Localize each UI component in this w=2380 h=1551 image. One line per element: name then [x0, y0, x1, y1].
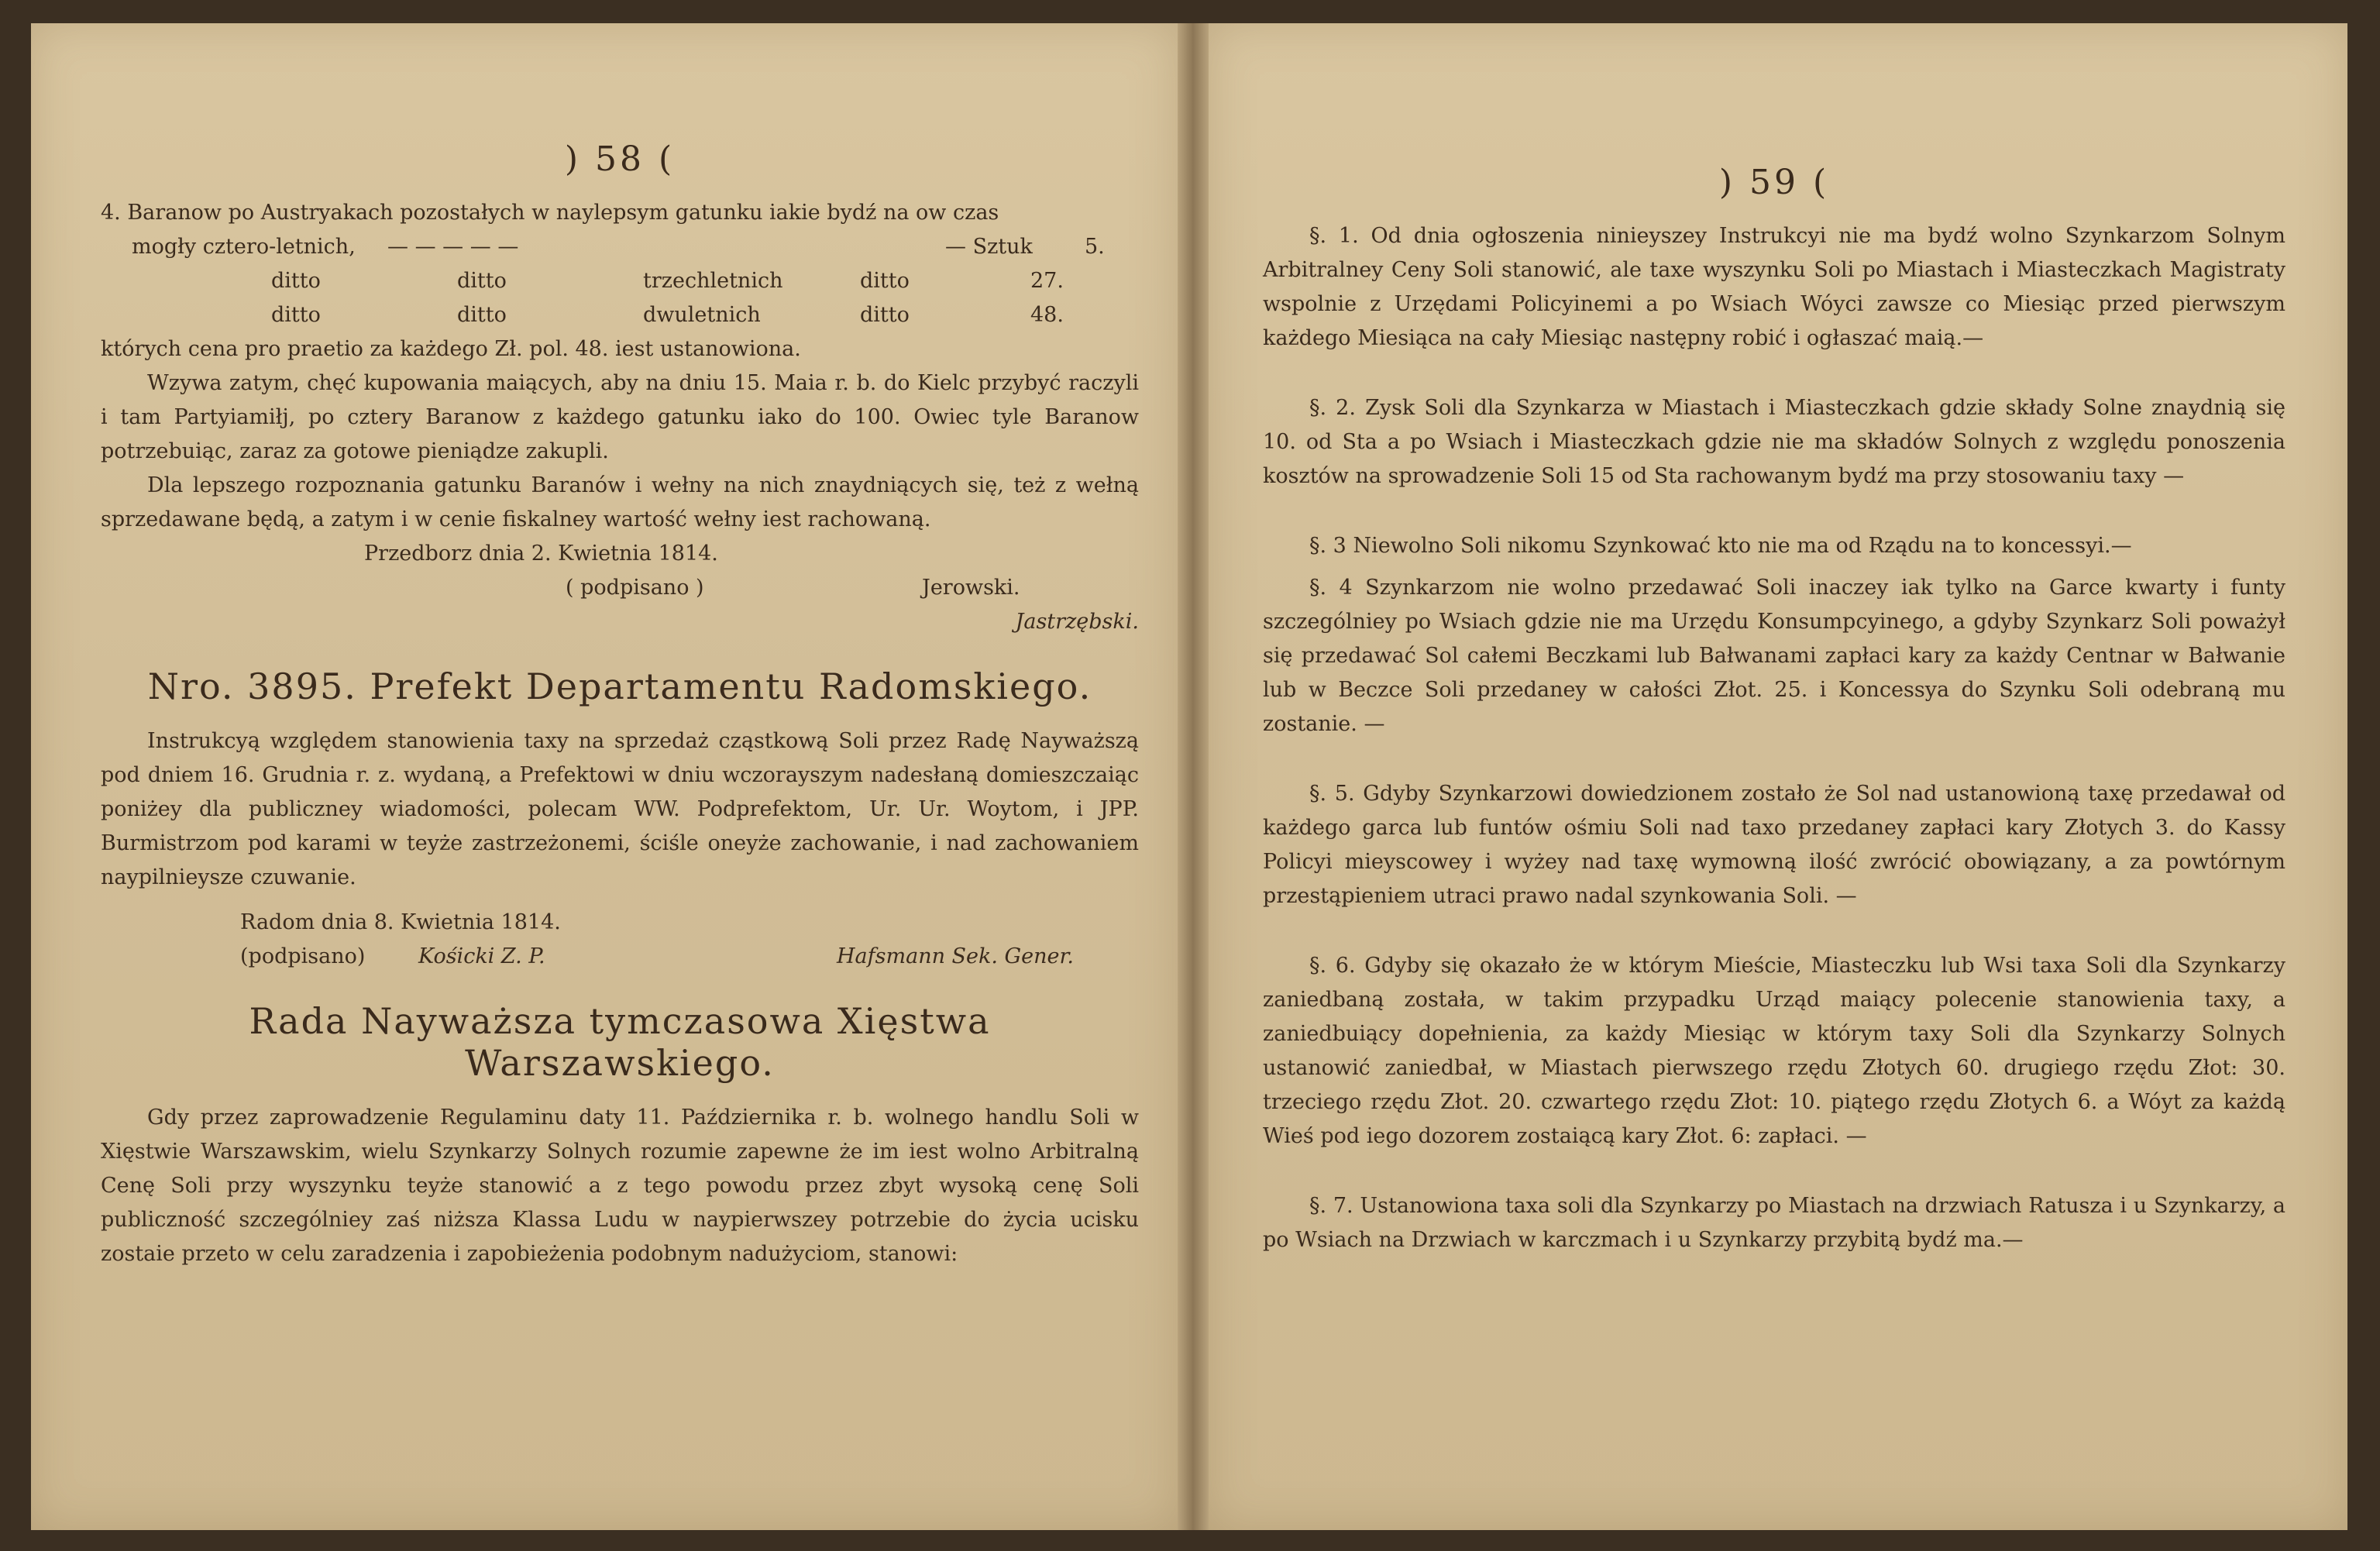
place-date-2: Radom dnia 8. Kwietnia 1814. — [240, 910, 561, 934]
item4-line1: 4. Baranow po Austryakach pozostałych w naylepsym gatunku iakie bydź na ow czas — [101, 201, 999, 225]
section-label: §. 7. — [1309, 1194, 1353, 1218]
rada-paragraph: Gdy przez zaprowadzenie Regulaminu daty 11. Października r. b. wolnego handlu Soli w Xięstwie Warszawskim, wielu Szynkarzy Solnych rozumie zapewne że im iest wolno Arbitralną Cenę Soli przy wyszynku teyże stanowić a z tego powodu przez zbyt wysoką cenę Soli publiczność szczególniey zaś niższa Klassa Ludu w naypierwszey potrzebie do życia ucisku zostaie przeto w celu zaradzenia i zapobieżenia podobnym nadużyciom, stanowi: — [101, 1106, 1139, 1266]
ditto-cell: ditto — [271, 269, 321, 293]
section-label: §. 4 — [1309, 576, 1353, 600]
ditto-row — [101, 298, 1139, 332]
heading-prefekt: Nro. 3895. Prefekt Departamentu Radomskiego. — [147, 665, 1092, 707]
ditto-cell: dwuletnich — [643, 303, 761, 327]
page-number-59: ) 59 ( — [1718, 163, 1830, 202]
section-label: §. 6. — [1309, 954, 1356, 978]
section-4 — [1263, 571, 2285, 741]
section-3 — [1263, 529, 2285, 563]
section-1 — [1263, 219, 2285, 356]
section-text: Zysk Soli dla Szynkarza w Miastach i Miasteczkach gdzie składy Solne znaydnią się 10. od Sta a po Wsiach i Miasteczkach gdzie nie ma składów Solnych z względu ponoszenia kosztów na sprowadzenie Soli 15 od Sta rachowanym bydź ma przy stosowaniu taxy — — [1263, 396, 2285, 488]
item4-label: mogły cztero-letnich, — [132, 235, 356, 259]
section-2 — [1263, 391, 2285, 494]
ditto-count: 48. — [1030, 303, 1064, 327]
section-label: §. 2. — [1309, 396, 1356, 420]
better-paragraph: Dla lepszego rozpoznania gatunku Baranów i wełny na nich znaydniących się, też z wełną sprzedawane będą, a zatym i w cenie fiskalney wartość wełny iest rachowaną. — [101, 473, 1139, 531]
section-text: Gdyby Szynkarzowi dowiedzionem zostało że Sol nad ustanowioną taxę przedawał od każdego garca lub funtów ośmiu Soli nad taxo przedaney zapłaci kary Złotych 3. do Kassy Policyi mieyscowey i wyżey nad taxę wymowną ilość zwrócić obowiązany, a za powtórnym przestąpieniem utraci prawo nadal szynkowania Soli. — — [1263, 782, 2285, 908]
item4-line2 — [101, 230, 1139, 264]
section-label: §. 5. — [1309, 782, 1355, 806]
section-text: Szynkarzom nie wolno przedawać Soli inaczey iak tylko na Garce kwarty i funty szczególniey po Wsiach gdzie nie ma Urzędu Konsumpcyinego, a gdyby Szynkarz Soli poważył się przedawać Sol całemi Beczkami lub Bałwanami zapłaci kary za każdy Centnar w Bałwanie lub w Beczce Soli przedaney w całości Złot. 25. i Koncessya do Szynku Soli odebraną mu zostanie. — — [1263, 576, 2285, 736]
price-paragraph: których cena pro praetio za każdego Zł. pol. 48. iest ustanowiona. — [101, 337, 801, 361]
item4-dashes: — — — — — — [387, 235, 519, 259]
signature-block-2 — [101, 940, 1139, 974]
signer-name: Jerowski. — [922, 576, 1020, 600]
left-page — [31, 23, 1178, 1530]
ditto-cell: ditto — [860, 269, 910, 293]
heading-rada: Rada Nayważsza tymczasowa Xięstwa Warszawskiego. — [249, 1000, 991, 1084]
invite-paragraph: Wzywa zatym, chęć kupowania maiących, aby na dniu 15. Maia r. b. do Kielc przybyć raczyli i tam Partyiamiłj, po cztery Baranow z każdego gatunku iako do 100. Owiec tyle Baranow potrzebuiąc, zaraz za gotowe pieniądze zakupli. — [101, 371, 1139, 463]
book-gutter — [1178, 23, 1209, 1530]
section-text: Niewolno Soli nikomu Szynkować kto nie ma od Rządu na to koncessyi.— — [1353, 534, 2132, 558]
section-label: §. 3 — [1309, 534, 1346, 558]
section-6 — [1263, 949, 2285, 1154]
signer-name: Kośicki Z. P. — [418, 944, 545, 968]
signer-name: Jastrzębski. — [1015, 610, 1139, 634]
page-number-58: ) 58 ( — [564, 139, 676, 179]
item4-count: 5. — [1085, 235, 1105, 259]
ditto-row — [101, 264, 1139, 298]
section-label: §. 1. — [1309, 224, 1359, 248]
signer-name: Hafsmann Sek. Gener. — [837, 944, 1074, 968]
place-date-1: Przedborz dnia 2. Kwietnia 1814. — [364, 542, 718, 566]
section-text: Gdyby się okazało że w którym Mieście, Miasteczku lub Wsi taxa Soli dla Szynkarzy zaniedbaną została, w takim przypadku Urząd maiący polecenie stanowienia taxy, a zaniedbuiący dopełnienia, za każdy Miesiąc w którym taxy Soli dla Szynkarzy Solnych ustanowić zaniedbał, w Miastach pierwszego rzędu Złotych 60. drugiego rzędu Złot: 30. trzeciego rzędu Złot. 20. czwartego rzędu Złot: 10. piątego rzędu Złotych 6. a Wóyt za każdą Wieś pod iego dozorem zostaiącą kary Złot. 6: zapłaci. — — [1263, 954, 2285, 1148]
item4-unit: — Sztuk — [945, 235, 1033, 259]
signed-label: (podpisano) — [240, 944, 366, 968]
book-spread — [31, 23, 2347, 1530]
signature-block-1 — [101, 571, 1139, 605]
ditto-cell: trzechletnich — [643, 269, 783, 293]
ditto-cell: ditto — [457, 303, 507, 327]
ditto-cell: ditto — [860, 303, 910, 327]
section-text: Ustanowiona taxa soli dla Szynkarzy po Miastach na drzwiach Ratusza i u Szynkarzy, a po Wsiach na Drzwiach w karczmach i u Szynkarzy przybitą bydź ma.— — [1263, 1194, 2285, 1252]
ditto-cell: ditto — [271, 303, 321, 327]
ditto-cell: ditto — [457, 269, 507, 293]
right-page — [1209, 23, 2347, 1530]
section-5 — [1263, 777, 2285, 913]
signed-label: ( podpisano ) — [566, 576, 704, 600]
ditto-count: 27. — [1030, 269, 1064, 293]
instrukcya-paragraph: Instrukcyą względem stanowienia taxy na sprzedaż cząstkową Soli przez Radę Nayważszą pod dniem 16. Grudnia r. z. wydaną, a Prefektowi w dniu wczorayszym nadesłaną domieszczaiąc poniżey dla publiczney wiadomości, polecam WW. Podprefektom, Ur. Ur. Woytom, i JPP. Burmistrzom pod karami w teyże zastrzeżonemi, ściśle oneyże zachowanie, i nad zachowaniem naypilnieysze czuwanie. — [101, 729, 1139, 889]
section-text: Od dnia ogłoszenia ninieyszey Instrukcyi nie ma bydź wolno Szynkarzom Solnym Arbitralney Ceny Soli stanowić, ale taxe wyszynku Soli po Miastach i Miasteczkach Magistraty wspolnie z Urzędami Policyinemi a po Wsiach Wóyci zawsze co Miesiąc przed pierwszym każdego Miesiąca na cały Miesiąc następny robić i ogłaszać maią.— — [1263, 224, 2285, 350]
section-7 — [1263, 1189, 2285, 1257]
